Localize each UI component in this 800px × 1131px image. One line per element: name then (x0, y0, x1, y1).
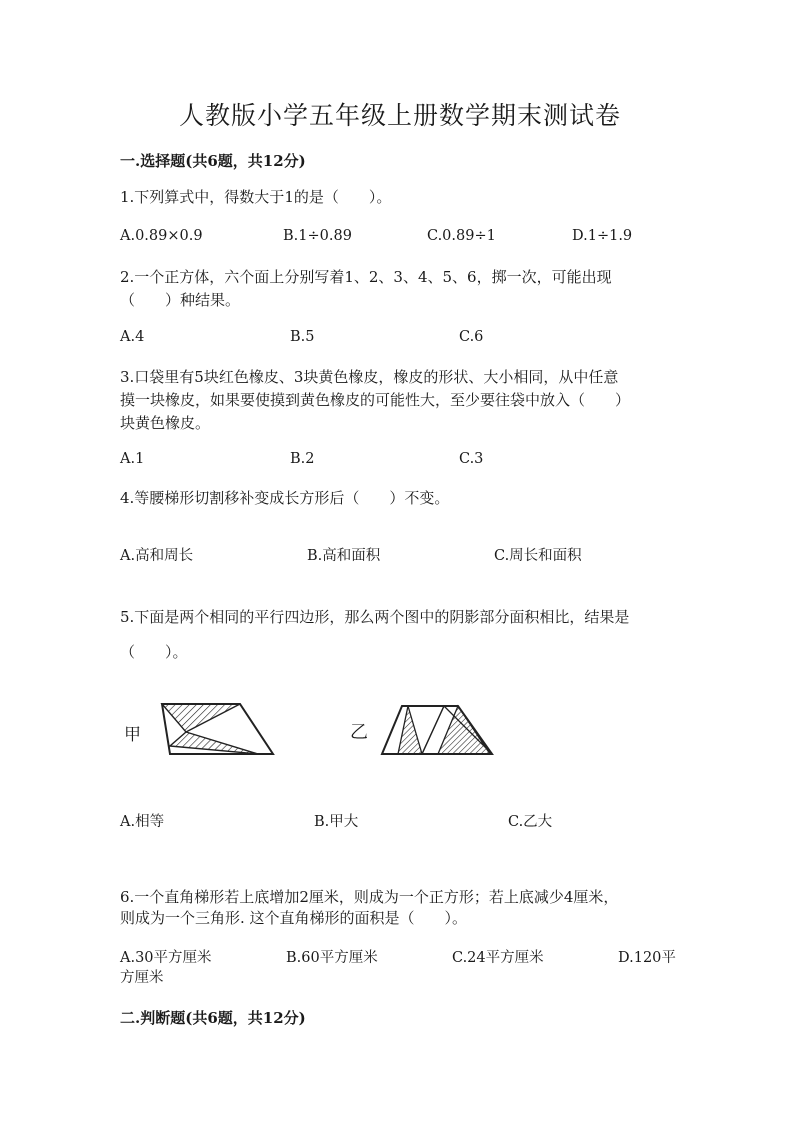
question-1-option-d: D.1÷1.9 (572, 228, 633, 244)
question-1-option-a: A.0.89×0.9 (120, 228, 203, 244)
question-4-stem: 4.等腰梯形切割移补变成长方形后（ ）不变。 (120, 489, 450, 507)
question-4-option-b: B.高和面积 (307, 548, 381, 564)
question-6-stem-line1: 6.一个直角梯形若上底增加2厘米，则成为一个正方形；若上底减少4厘米， (120, 888, 619, 906)
question-3-stem-line3: 块黄色橡皮。 (120, 414, 211, 432)
question-3-option-a: A.1 (120, 451, 145, 467)
page-title: 人教版小学五年级上册数学期末测试卷 (178, 101, 621, 130)
question-5-option-b: B.甲大 (314, 814, 359, 830)
question-5-option-c: C.乙大 (508, 814, 553, 830)
shaded-triangle-upper (162, 704, 240, 732)
question-1-stem: 1.下列算式中，得数大于1的是（ ）。 (120, 188, 392, 206)
question-6-stem-line2: 则成为一个三角形. 这个直角梯形的面积是（ ）。 (120, 909, 468, 927)
question-2-option-b: B.5 (290, 329, 315, 345)
shaded-triangle-left (398, 706, 422, 754)
question-5-stem-line1: 5.下面是两个相同的平行四边形，那么两个图中的阴影部分面积相比，结果是 (120, 608, 630, 626)
section-heading-choice: 一.选择题(共6题，共12分) (120, 152, 306, 170)
question-3-stem-line2: 摸一块橡皮，如果要使摸到黄色橡皮的可能性大，至少要往袋中放入（ ） (120, 391, 631, 409)
question-2-stem-line2: （ ）种结果。 (120, 291, 241, 309)
question-6-option-a: A.30平方厘米 (120, 950, 212, 966)
question-6-option-d-wrap: 方厘米 (120, 970, 164, 986)
question-5-stem-line2: （ ）。 (120, 643, 188, 661)
shaded-triangle-lower (170, 732, 258, 754)
parallelogram-figure-yi (380, 696, 496, 760)
section-heading-judgement: 二.判断题(共6题，共12分) (120, 1009, 306, 1027)
parallelogram-figure-jia (148, 696, 278, 762)
question-2-option-a: A.4 (120, 329, 145, 345)
question-5-option-a: A.相等 (120, 814, 165, 830)
question-6-option-c: C.24平方厘米 (452, 950, 544, 966)
figure-label-yi: 乙 (350, 722, 368, 743)
question-3-option-c: C.3 (459, 451, 484, 467)
question-1-option-c: C.0.89÷1 (427, 228, 496, 244)
question-3-stem-line1: 3.口袋里有5块红色橡皮、3块黄色橡皮，橡皮的形状、大小相同，从中任意 (120, 368, 619, 386)
question-6-option-d: D.120平 (618, 950, 676, 966)
question-4-option-a: A.高和周长 (120, 548, 194, 564)
question-1-option-b: B.1÷0.89 (283, 228, 352, 244)
question-3-option-b: B.2 (290, 451, 315, 467)
question-2-stem-line1: 2.一个正方体，六个面上分别写着1、2、3、4、5、6，掷一次，可能出现 (120, 268, 612, 286)
figure-label-jia: 甲 (124, 725, 141, 745)
question-4-option-c: C.周长和面积 (494, 548, 582, 564)
question-2-option-c: C.6 (459, 329, 484, 345)
question-6-option-b: B.60平方厘米 (286, 950, 378, 966)
